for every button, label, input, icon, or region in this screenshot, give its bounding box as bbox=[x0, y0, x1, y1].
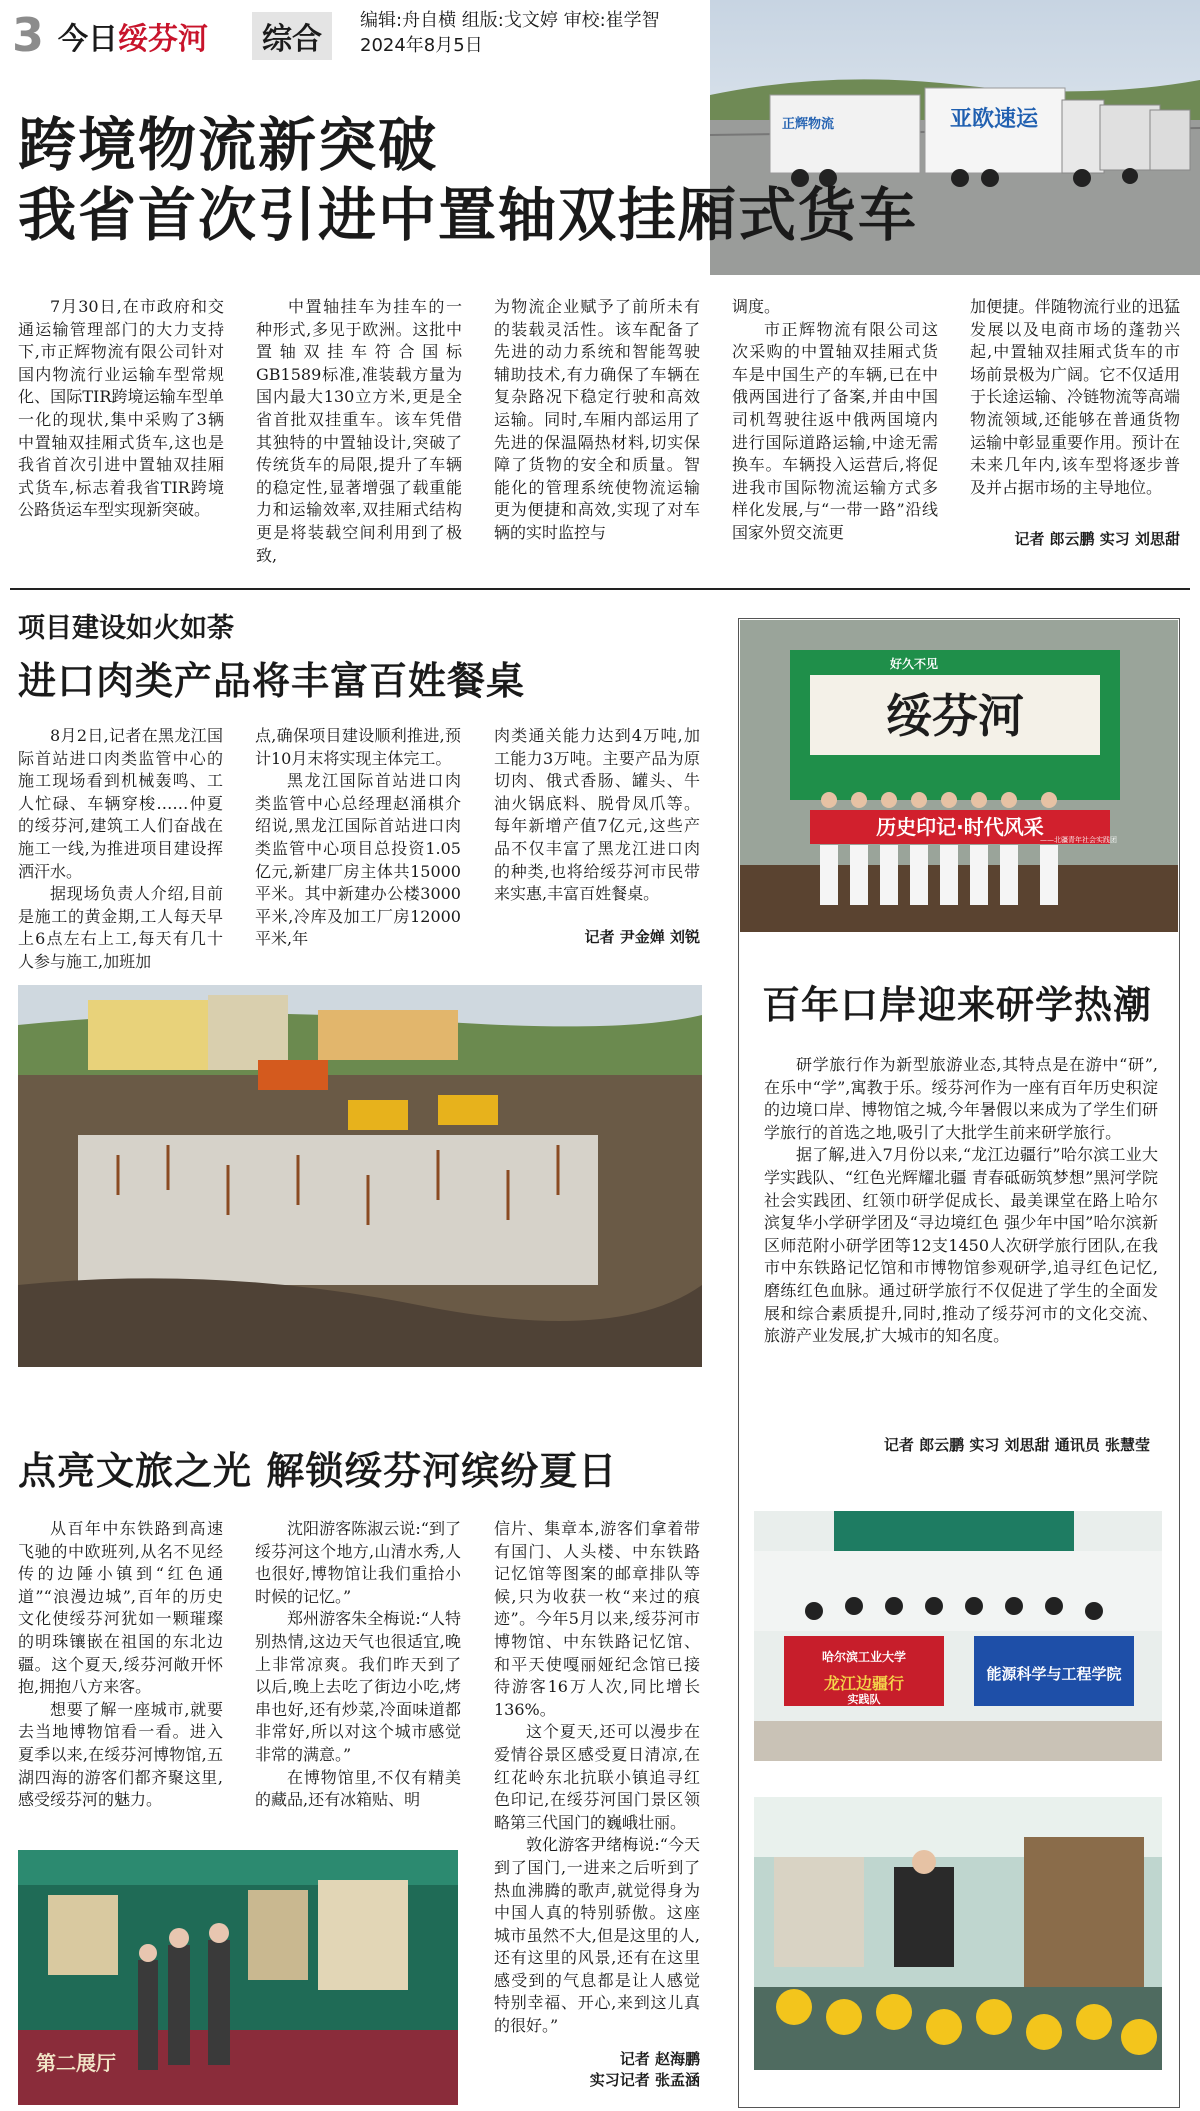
school-name-text: 哈尔滨工业大学 bbox=[821, 1650, 907, 1664]
article2-kicker: 项目建设如火如荼 bbox=[18, 613, 234, 644]
museum-sign-text: 第二展厅 bbox=[36, 2051, 116, 2075]
article1-col2: 中置轴挂车为挂车的一种形式,多见于欧洲。这批中置轴双挂车符合国标GB1589标准,准装载方量为国内最大130立方米,更是全省首批双挂重车。该车凭借其独特的中置轴设计,突破了传统货车的局限,提升了车辆的稳定性,显著增强了载重能力和运输效率,双挂厢式结构更是将装载空间利用到了极致, bbox=[256, 297, 462, 565]
article4-headline: 百年口岸迎来研学热潮 bbox=[762, 983, 1153, 1027]
headline-line2: 我省首次引进中置轴双挂厢式货车 bbox=[18, 181, 919, 249]
children-guide-photo bbox=[754, 1797, 1162, 2070]
sign-city-text: 绥芬河 bbox=[886, 689, 1024, 743]
article4-body: 研学旅行作为新型旅游业态,其特点是在游中“研”,在乐中“学”,寓教于乐。绥芬河作为一座有百年历史积淀的边境口岸、博物馆之城,今年暑假以来成为了学生们研学旅行的首选之地,吸引了大批学生前来研学旅行。 据了解,进入7月份以来,“龙江边疆行”哈尔滨工业大学实践队、“红色光辉耀北疆 青春砥砺筑梦想”黑河学院社会实践团、红领巾研学促成长、最美课堂在路上哈尔滨复华小学研学团及“寻边境红色 强少年中国”哈尔滨新区师范附小研学团等12支1450人次研学旅行团队,在我市中东铁路记忆馆和市博物馆参观研学,追寻红色记忆,磨练红色血脉。通过研学旅行不仅促进了学生的全面发展和综合素质提升,同时,推动了绥芬河市的文化交流、旅游产业发展,扩大城市的知名度。 bbox=[764, 1055, 1158, 1346]
article1-byline: 记者 郎云鹏 实习 刘思甜 bbox=[1014, 530, 1180, 548]
students-sign-photo bbox=[740, 620, 1178, 932]
article2-headline: 进口肉类产品将丰富百姓餐桌 bbox=[18, 659, 526, 703]
article1-headline bbox=[18, 110, 1188, 250]
article3-byline: 记者 赵海鹏 实习记者 张孟涵 bbox=[589, 2050, 700, 2089]
header-meta bbox=[360, 8, 660, 58]
team-banner-right: 能源科学与工程学院 bbox=[986, 1665, 1122, 1683]
article4-byline: 记者 郎云鹏 实习 刘思甜 通讯员 张慧莹 bbox=[883, 1436, 1150, 1454]
article2-col1: 8月2日,记者在黑龙江国际首站进口肉类监管中心的施工现场看到机械轰鸣、工人忙碌、车辆穿梭……仲夏的绥芬河,建筑工人们奋战在施工一线,为推进项目建设挥洒汗水。 据现场负责人介绍,目前是施工的黄金期,工人每天早上6点左右上工,每天有几十人参与施工,加班加 bbox=[18, 726, 223, 971]
team-banner-left: 龙江边疆行 bbox=[823, 1674, 905, 1693]
page-number: 3 bbox=[12, 8, 45, 62]
section-label: 综合 bbox=[252, 12, 332, 60]
team-banner-left-sub: 实践队 bbox=[847, 1693, 881, 1706]
logo-prefix: 今日 bbox=[58, 22, 118, 57]
article1-col3: 为物流企业赋予了前所未有的装载灵活性。该车配备了先进的动力系统和智能驾驶辅助技术,有力确保了车辆在复杂路况下稳定行驶和高效运输。同时,车厢内部运用了先进的保温隔热材料,切实保障了货物的安全和质量。智能化的管理系统使物流运输更为便捷和高效,实现了对车辆的实时监控与 bbox=[494, 297, 700, 542]
article1-col5: 加便捷。伴随物流行业的迅猛发展以及电商市场的蓬勃兴起,中置轴双挂厢式货车的市场前景极为广阔。它不仅适用于长途运输、冷链物流等高端物流领域,还能够在普通货物运输中彰显重要作用。预计在未来几年内,该车型将逐步普及并占据市场的主导地位。 bbox=[970, 297, 1180, 497]
sign-small-text: 好久不见 bbox=[890, 657, 939, 671]
museum-visitors-photo bbox=[18, 1850, 458, 2105]
article2-byline: 记者 尹金婵 刘锐 bbox=[584, 928, 700, 946]
newspaper-logo bbox=[58, 14, 208, 58]
banner-text: 历史印记·时代风采 bbox=[876, 815, 1044, 839]
truck-sign-text: 亚欧速运 bbox=[950, 107, 1039, 132]
issue-date: 2024年8月5日 bbox=[360, 35, 483, 56]
article3-col1: 从百年中东铁路到高速飞驰的中欧班列,从名不见经传的边陲小镇到“红色通道”“浪漫边城”,百年的历史文化使绥芬河犹如一颗璀璨的明珠镶嵌在祖国的东北边疆。这个夏天,绥芬河敞开怀抱,拥抱八方来客。 想要了解一座城市,就要去当地博物馆看一看。进入夏季以来,在绥芬河博物馆,五湖四海的游客们都齐聚这里,感受绥芬河的魅力。 bbox=[18, 1519, 223, 1810]
logo-name: 绥芬河 bbox=[118, 22, 208, 57]
editor-credits: 编辑:舟自横 组版:戈文婷 审校:崔学智 bbox=[360, 10, 660, 31]
article1-col4: 调度。 市正辉物流有限公司这次采购的中置轴双挂厢式货车是中国生产的车辆,已在中俄两国进行了备案,并由中国司机驾驶往返中俄两国境内进行国际道路运输,中途无需换车。车辆投入运营后,将促进我市国际物流运输方式多样化发展,与“一带一路”沿线国家外贸交流更 bbox=[732, 297, 938, 542]
article3-col3: 信片、集章本,游客们拿着带有国门、人头楼、中东铁路记忆馆等图案的邮章排队等候,只为收获一枚“来过的痕迹”。今年5月以来,绥芬河市博物馆、中东铁路记忆馆、和平天使嘎丽娅纪念馆已接待游客16万人次,同比增长136%。 这个夏天,还可以漫步在爱情谷景区感受夏日清凉,在红花岭东北抗联小镇追寻红色印记,在绥芬河国门景区领略第三代国门的巍峨壮丽。 敦化游客尹绪梅说:“今天到了国门,一进来之后听到了热血沸腾的歌声,就觉得身为中国人真的特别骄傲。这座城市虽然不大,但是这里的人,还有这里的风景,还有在这里感受到的气息都是让人感觉特别幸福、开心,来到这儿真的很好。” bbox=[494, 1519, 700, 2036]
university-team-photo bbox=[754, 1511, 1162, 1761]
article2-col2: 点,确保项目建设顺利推进,预计10月末将实现主体完工。 黑龙江国际首站进口肉类监管中心总经理赵涌棋介绍说,黑龙江国际首站进口肉类监管中心项目总投资1.05亿元,新建厂房主体共15000平米。其中新建办公楼3000平米,冷库及加工厂房12000平米,年 bbox=[255, 726, 461, 949]
section-divider bbox=[10, 588, 1190, 590]
banner-sub-text: ——北疆青年社会实践团 bbox=[1040, 836, 1117, 844]
construction-site-photo bbox=[18, 985, 702, 1367]
headline-line1: 跨境物流新突破 bbox=[18, 111, 439, 179]
article3-col2: 沈阳游客陈淑云说:“到了绥芬河这个地方,山清水秀,人也很好,博物馆让我们重拾小时候的记忆。” 郑州游客朱全梅说:“人特别热情,这边天气也很适宜,晚上非常凉爽。我们昨天到了以后,晚上去吃了街边小吃,烤串也好,还有炒菜,冷面味道都非常好,所以对这个城市感觉非常的满意。” 在博物馆里,不仅有精美的藏品,还有冰箱贴、明 bbox=[255, 1519, 461, 1810]
article2-col3: 肉类通关能力达到4万吨,加工能力3万吨。主要产品为原切肉、俄式香肠、罐头、牛油火锅底料、脱骨凤爪等。每年新增产值7亿元,这些产品不仅丰富了黑龙江进口肉的种类,也将给绥芬河市民带来实惠,丰富百姓餐桌。 bbox=[494, 726, 700, 904]
truck-logo-text: 正辉物流 bbox=[782, 117, 835, 132]
article3-headline: 点亮文旅之光 解锁绥芬河缤纷夏日 bbox=[18, 1449, 618, 1493]
article1-col1: 7月30日,在市政府和交通运输管理部门的大力支持下,市正辉物流有限公司针对国内物流行业运输车型常规化、国际TIR跨境运输车型单一化的现状,集中采购了3辆中置轴双挂厢式货车,这也是我省首次引进中置轴双挂厢式货车,标志着我省TIR跨境公路货运车型实现新突破。 bbox=[18, 297, 224, 520]
